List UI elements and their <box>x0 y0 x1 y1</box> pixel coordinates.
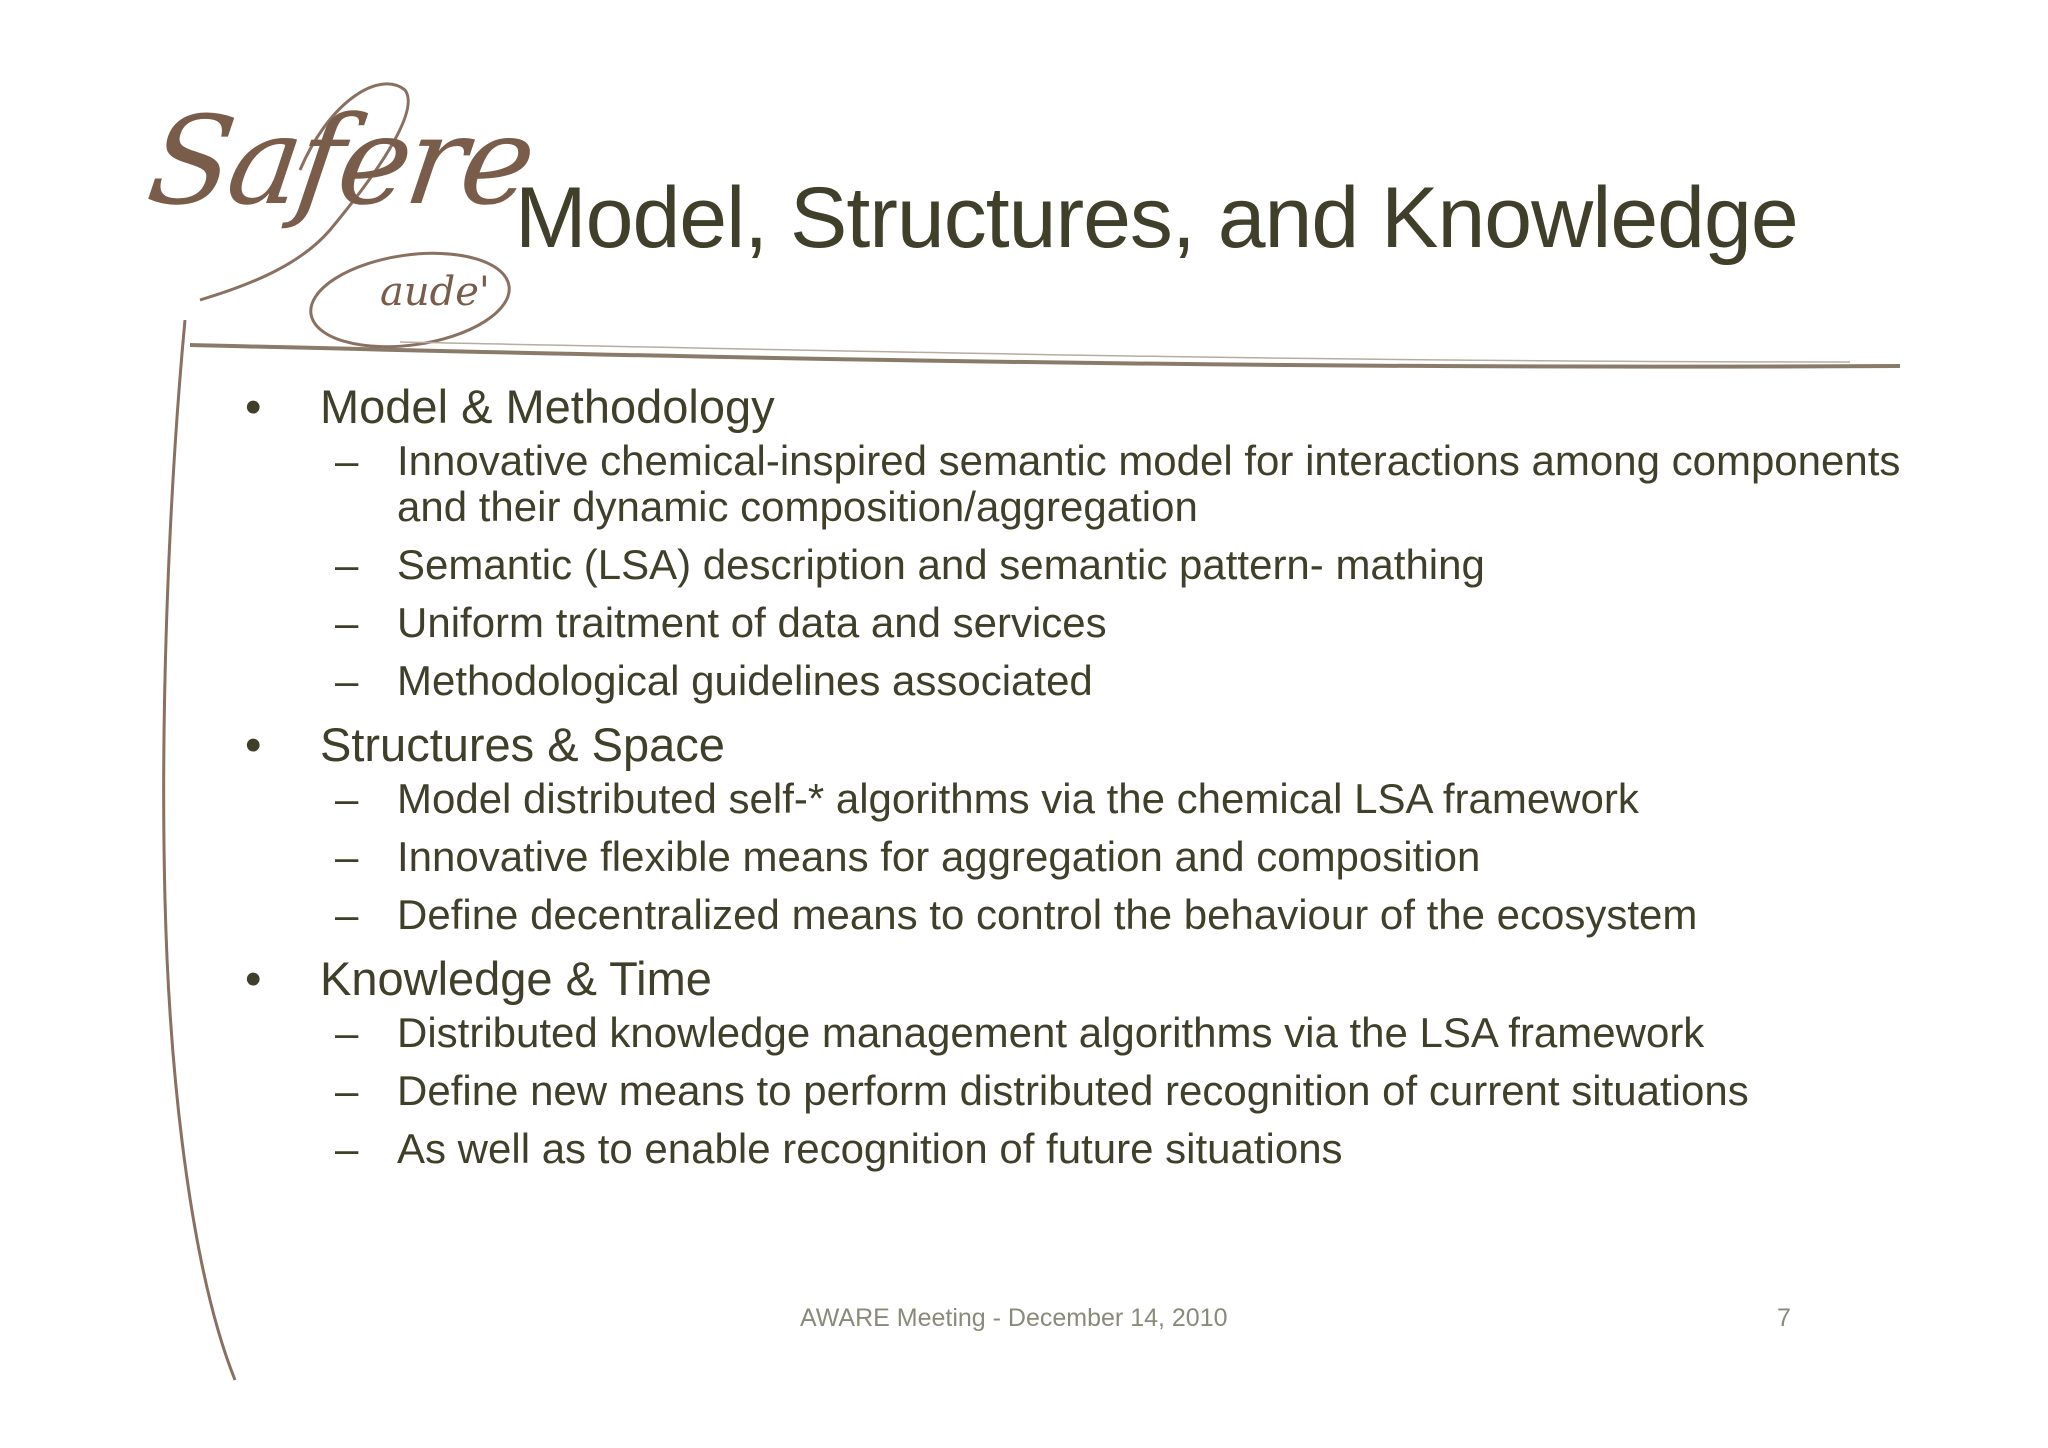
sub-item-text: Uniform traitment of data and services <box>397 599 1107 646</box>
bullet-dot-icon: • <box>245 380 262 433</box>
bullet-knowledge-time <box>245 950 1945 1008</box>
sub-item <box>245 658 1945 704</box>
sub-item-text: Define new means to perform distributed recognition of current situations <box>397 1067 1749 1114</box>
sub-item-text: Innovative chemical-inspired semantic model for interactions among components and their dynamic composition/aggregation <box>397 437 1901 530</box>
slide-content <box>245 378 1945 1184</box>
sub-item <box>245 1126 1945 1172</box>
sub-item <box>245 542 1945 588</box>
sub-item-text: Model distributed self-* algorithms via the chemical LSA framework <box>397 775 1639 822</box>
dash-icon: – <box>335 891 359 938</box>
sub-item <box>245 892 1945 938</box>
dash-icon: – <box>335 1067 359 1114</box>
dash-icon: – <box>335 657 359 704</box>
bullet-heading: Structures & Space <box>320 718 725 771</box>
bullet-heading: Knowledge & Time <box>320 952 712 1005</box>
dash-icon: – <box>335 1009 359 1056</box>
sub-item <box>245 1068 1945 1114</box>
footer-page-number: 7 <box>1777 1304 1791 1332</box>
footer-event: AWARE Meeting - December 14, 2010 <box>800 1304 1228 1332</box>
bullet-model-methodology <box>245 378 1945 436</box>
sub-item-text: Methodological guidelines associated <box>397 657 1093 704</box>
dash-icon: – <box>335 541 359 588</box>
logo-subtext: aude' <box>380 269 490 315</box>
dash-icon: – <box>335 775 359 822</box>
sub-item <box>245 776 1945 822</box>
sub-item-text: Define decentralized means to control the behaviour of the ecosystem <box>397 891 1698 938</box>
bullet-dot-icon: • <box>245 952 262 1005</box>
dash-icon: – <box>335 599 359 646</box>
bullet-dot-icon: • <box>245 718 262 771</box>
sub-item <box>245 600 1945 646</box>
sub-item-text: As well as to enable recognition of future situations <box>397 1125 1343 1172</box>
sub-item-text: Innovative flexible means for aggregation and composition <box>397 833 1481 880</box>
dash-icon: – <box>335 833 359 880</box>
sub-item-text: Distributed knowledge management algorithms via the LSA framework <box>397 1009 1705 1056</box>
slide-title: Model, Structures, and Knowledge <box>515 170 1798 266</box>
dash-icon: – <box>335 1125 359 1172</box>
sub-item <box>245 438 1945 530</box>
sub-item <box>245 834 1945 880</box>
dash-icon: – <box>335 437 359 484</box>
sub-item-text: Semantic (LSA) description and semantic pattern- mathing <box>397 541 1485 588</box>
sub-item <box>245 1010 1945 1056</box>
logo-wordmark: Safere <box>140 90 541 232</box>
bullet-structures-space <box>245 716 1945 774</box>
bullet-heading: Model & Methodology <box>320 380 775 433</box>
